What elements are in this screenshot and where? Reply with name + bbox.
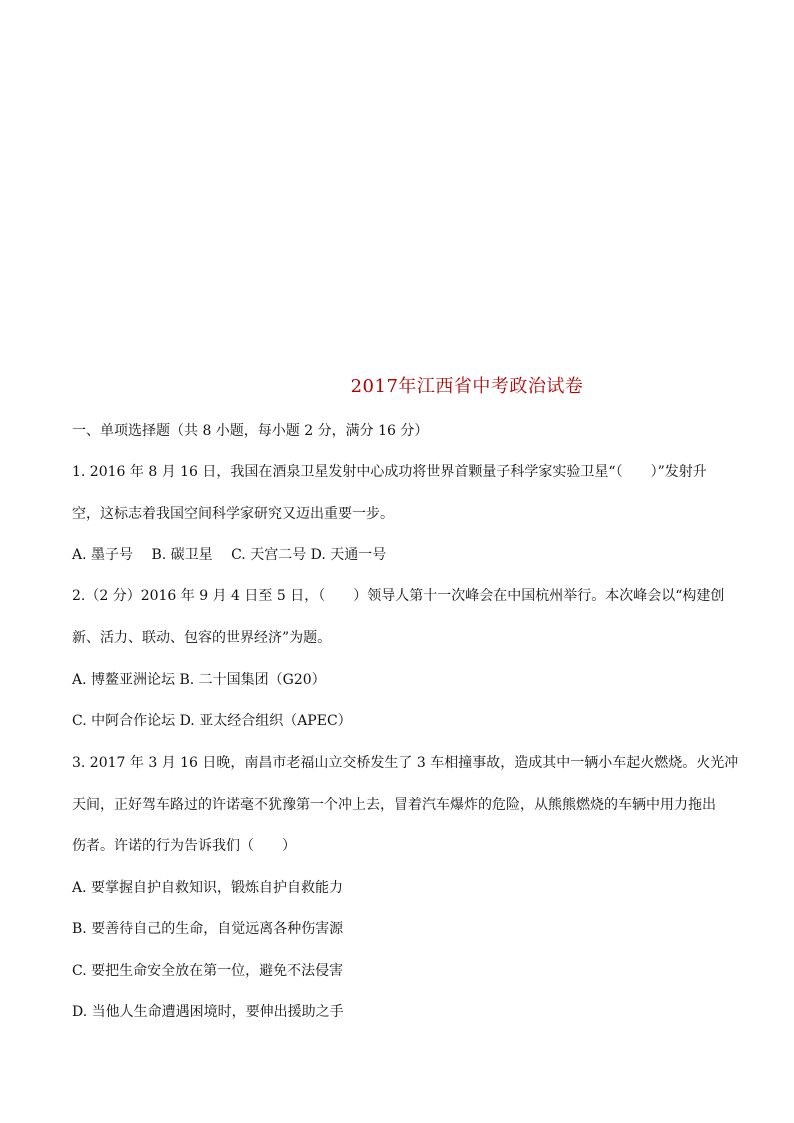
question-1-options: A. 墨子号 B. 碳卫星 C. 天宫二号 D. 天通一号 <box>72 547 387 563</box>
question-3-option-b: B. 要善待自己的生命，自觉远离各种伤害源 <box>72 921 344 937</box>
exam-title: 2017年江西省中考政治试卷 <box>350 376 584 397</box>
question-3-line-3: 伤者。许诺的行为告诉我们（ ） <box>72 838 296 854</box>
question-3-option-d: D. 当他人生命遭遇困境时，要伸出援助之手 <box>72 1004 344 1020</box>
question-3-option-c: C. 要把生命安全放在第一位，避免不法侵害 <box>72 963 344 979</box>
question-1-line-2: 空，这标志着我国空间科学家研究又迈出重要一步。 <box>72 506 394 522</box>
question-2-options-cd: C. 中阿合作论坛 D. 亚太经合组织（APEC） <box>72 713 352 729</box>
section-heading: 一、单项选择题（共 8 小题，每小题 2 分，满分 16 分） <box>72 423 429 439</box>
question-3-option-a: A. 要掌握自护自救知识，锻炼自护自救能力 <box>72 880 344 896</box>
question-1-line-1: 1. 2016 年 8 月 16 日，我国在酒泉卫星发射中心成功将世界首颗量子科学家实验卫星“（ ）”发射升 <box>72 464 707 480</box>
question-2-line-1: 2.（2 分）2016 年 9 月 4 日至 5 日，（ ）领导人第十一次峰会在中国杭州举行。本次峰会以“构建创 <box>72 588 725 604</box>
question-3-line-2: 天间，正好驾车路过的许诺毫不犹豫第一个冲上去，冒着汽车爆炸的危险，从熊熊燃烧的车辆中用力拖出 <box>72 797 716 813</box>
question-2-options-ab: A. 博鳌亚洲论坛 B. 二十国集团（G20） <box>72 672 326 688</box>
question-2-line-2: 新、活力、联动、包容的世界经济”为题。 <box>72 630 332 646</box>
question-3-line-1: 3. 2017 年 3 月 16 日晚，南昌市老福山立交桥发生了 3 车相撞事故，造成其中一辆小车起火燃烧。火光冲 <box>72 755 739 771</box>
